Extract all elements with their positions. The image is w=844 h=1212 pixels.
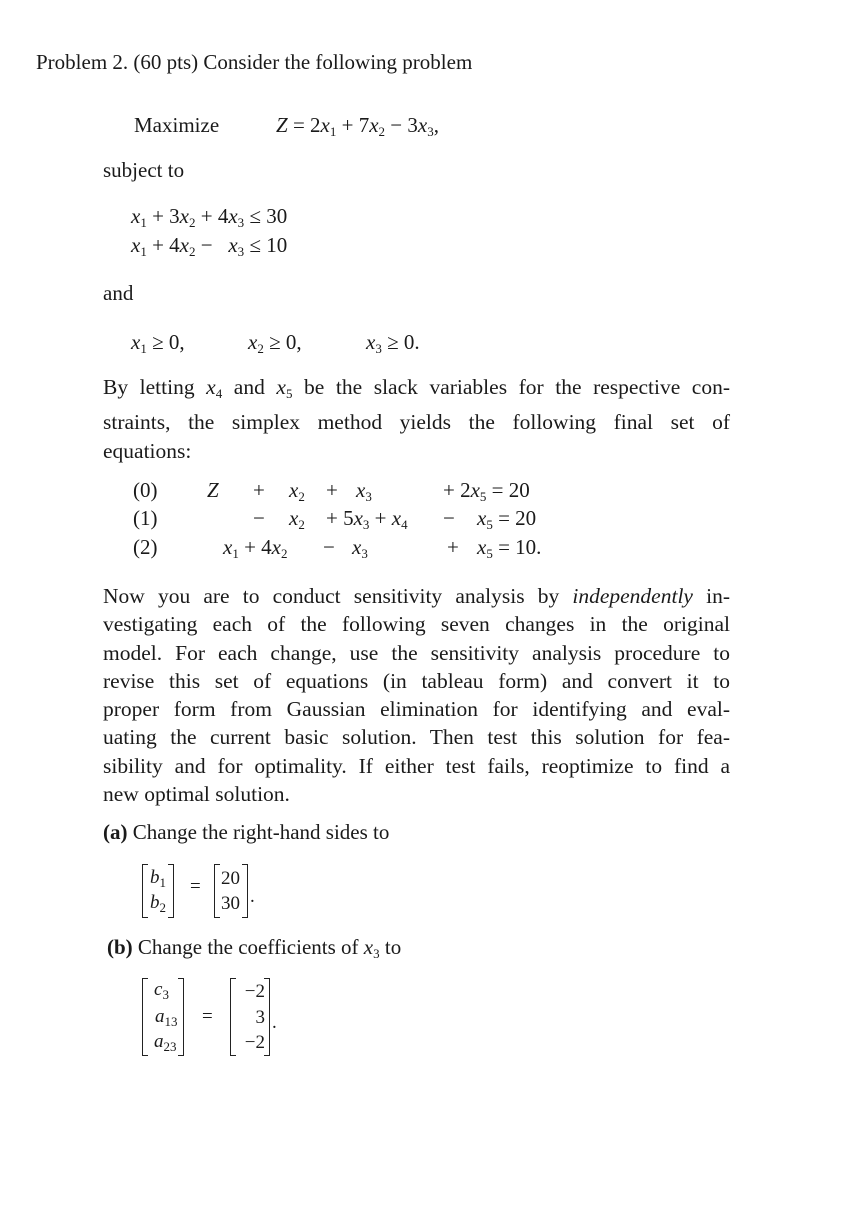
matrix-cell: $a_{13}$	[155, 1006, 178, 1029]
part-b-period: .	[272, 1012, 277, 1033]
constraint-1: $x_1 + 3x_2 + 4x_3 \le 30$	[131, 204, 288, 230]
part-b-label: (b)	[107, 935, 133, 959]
part-b-equals: =	[202, 1006, 213, 1027]
matrix-cell: 3	[255, 1007, 265, 1028]
instructions-paragraph: Now you are to conduct sensitivity analysis by independently in- vestigating each of the following seven changes in the original model. For each change, use the sensitivity analysis procedure to revise this set of equations (in tableau form) and convert it to proper form from Gaussian elimination for identifying and eval- uating the current basic solution. Then test this solution for fea- sibility and for optimality. If either test fails, reoptimize to find a new optimal solution.	[103, 584, 730, 807]
part-a-equals: =	[190, 876, 201, 897]
intro-paragraph: By letting $x_4$ and $x_5$ be the slack variables for the respective con- straints, the simplex method yields the following final set of equations:	[103, 375, 731, 463]
matrix-cell: −2	[244, 981, 265, 1002]
matrix-cell: $b_1$	[150, 867, 166, 890]
and-label: and	[103, 281, 134, 305]
constraint-2: $x_1 + 4x_2 - x_3 \le 10$	[131, 233, 288, 259]
matrix-cell: $a_{23}$	[154, 1031, 177, 1054]
nonneg-x3: $x_3 \ge 0$.	[366, 330, 420, 356]
part-b: (b) Change the coefficients of $x_3$ to	[107, 935, 402, 961]
part-a-rhs-matrix	[214, 864, 248, 918]
matrix-cell: $b_2$	[150, 892, 166, 915]
part-b-lhs-matrix	[142, 978, 184, 1056]
maximize-label: Maximize	[134, 113, 220, 137]
part-a-text: Change the right-hand sides to	[132, 820, 390, 844]
part-a-label: (a)	[103, 820, 128, 844]
problem-title: Problem 2. (60 pts) Consider the following problem	[36, 50, 473, 74]
matrix-cell: −2	[244, 1032, 265, 1053]
matrix-cell: $c_3$	[154, 979, 169, 1002]
part-a-lhs-matrix	[142, 864, 174, 918]
nonneg-x2: $x_2 \ge 0$,	[248, 330, 302, 356]
objective-function: $Z = 2x_1 + 7x_2 - 3x_3$,	[276, 113, 439, 139]
equation-label-1: (1)	[133, 506, 158, 530]
equation-label-2: (2)	[133, 535, 158, 559]
part-b-rhs-matrix	[230, 978, 270, 1056]
matrix-cell: 20	[221, 868, 240, 889]
subject-to-label: subject to	[103, 158, 185, 182]
equation-label-0: (0)	[133, 478, 158, 502]
part-a	[103, 820, 389, 845]
matrix-cell: 30	[221, 893, 240, 914]
nonneg-x1: $x_1 \ge 0$,	[131, 330, 185, 356]
part-a-period: .	[250, 886, 255, 907]
